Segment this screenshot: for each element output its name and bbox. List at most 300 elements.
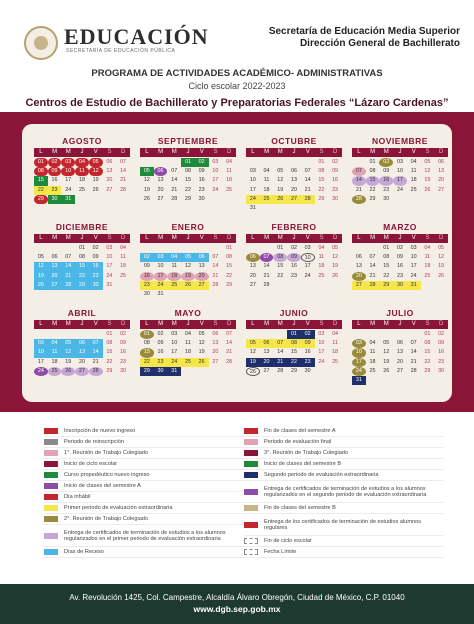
calendar-day: 23	[89, 272, 103, 281]
legend-label: Inicio de clases del semestre B	[264, 461, 342, 467]
legend-item	[44, 547, 244, 558]
calendar-day: 10	[301, 253, 315, 262]
weekday-header	[34, 148, 130, 157]
calendar-day: 28	[410, 367, 417, 374]
calendar-day: 17	[304, 263, 311, 270]
month-name: AGOSTO	[62, 136, 102, 146]
calendar-day: 15	[106, 349, 113, 356]
legend-swatch-icon	[244, 489, 258, 495]
calendar-day: 03	[212, 159, 219, 165]
calendar-day: 17	[154, 272, 168, 281]
calendar-day: 23	[140, 281, 154, 290]
calendar-day: 27	[212, 358, 219, 365]
calendar-day: 29	[106, 367, 113, 374]
calendar-day: 16	[304, 349, 311, 356]
calendar-day: 02	[120, 331, 127, 337]
calendar-day: 25	[167, 281, 181, 290]
calendar-day: 05	[37, 254, 44, 261]
calendar-day: 19	[424, 177, 431, 184]
calendar-day: 09	[438, 340, 445, 347]
weekday-label: M	[52, 149, 58, 155]
calendar-day: 10	[61, 167, 75, 176]
calendar-day: 03	[34, 339, 48, 348]
calendar-day: 16	[332, 177, 339, 184]
calendar-day: 21	[263, 272, 270, 279]
month-marzo	[352, 222, 448, 290]
calendar-day: 13	[198, 263, 205, 270]
calendar-day: 30	[89, 281, 103, 290]
calendar-day: 30	[154, 367, 168, 376]
calendar-day: 25	[78, 186, 85, 193]
calendar-day: 04	[263, 168, 270, 175]
calendar-day: 04	[332, 331, 339, 337]
calendar-day: 26	[332, 272, 339, 279]
calendar-day: 23	[396, 272, 403, 279]
calendar-day: 22	[184, 186, 191, 193]
calendar-day: 23	[198, 186, 205, 193]
calendar-day: 05	[140, 167, 154, 176]
weekday-label: D	[333, 149, 338, 155]
legend-label: 3°. Reunión de Trabajo Colegiado	[264, 450, 349, 456]
calendar-day: 10	[106, 254, 113, 261]
legend-swatch-icon	[44, 549, 58, 555]
weekday-label: J	[80, 149, 84, 155]
calendar-day: 08	[424, 340, 431, 347]
calendar-day: 16	[120, 349, 127, 356]
calendar-day: 09	[332, 168, 339, 175]
calendar-day: 25	[318, 272, 325, 279]
weekday-label: L	[145, 149, 149, 155]
calendar-day: 22	[383, 272, 390, 279]
calendar-day: 16	[379, 176, 393, 185]
calendar-day: 25	[369, 367, 376, 374]
calendar-day: 30	[143, 290, 150, 297]
weekday-label: J	[398, 321, 402, 327]
calendar-day: 17	[318, 349, 325, 356]
weekday-label: L	[39, 321, 43, 327]
calendar-day: 07	[120, 159, 127, 165]
weekday-label: M	[65, 235, 71, 241]
weekday-label: J	[80, 321, 84, 327]
calendar-day: 06	[290, 168, 297, 175]
calendar-day: 10	[249, 177, 256, 184]
calendar-day: 16	[396, 263, 403, 270]
weekday-header	[246, 148, 342, 157]
titles	[0, 68, 474, 109]
weekday-label: M	[383, 235, 389, 241]
weekday-label: S	[107, 149, 112, 155]
footer-address: Av. Revolución 1425, Col. Campestre, Alcaldía Álvaro Obregón, Ciudad de México, C.P. 01040	[69, 593, 405, 602]
empty-cell	[407, 330, 421, 339]
weekday-label: S	[319, 149, 324, 155]
calendar-day: 15	[318, 177, 325, 184]
calendar-day: 19	[198, 349, 205, 356]
legend-swatch-icon	[244, 450, 258, 456]
calendar-day: 03	[410, 245, 417, 251]
empty-cell	[246, 244, 260, 253]
calendar-day: 11	[185, 340, 191, 347]
calendar-day: 30	[304, 367, 311, 374]
calendar-day: 26	[383, 367, 390, 374]
empty-cell	[260, 330, 274, 339]
month-name: ENERO	[171, 222, 205, 232]
weekday-label: M	[171, 321, 177, 327]
weekday-header	[246, 234, 342, 243]
month-octubre	[246, 136, 342, 213]
calendar-day: 20	[290, 186, 297, 193]
calendar-day: 23	[438, 358, 445, 365]
calendar-day: 21	[61, 272, 75, 281]
calendar-day: 27	[263, 367, 270, 374]
empty-cell	[34, 330, 48, 339]
legend-label: Periodo de reinscripción	[64, 439, 125, 445]
legend-item	[244, 470, 444, 481]
logo-subtitle: SECRETARÍA DE EDUCACIÓN PÚBLICA	[66, 48, 176, 54]
weekday-label: L	[145, 321, 149, 327]
calendar-day: 19	[65, 358, 72, 365]
day-grid	[140, 244, 236, 299]
calendar-day: 21	[410, 358, 417, 365]
weekday-label: D	[333, 235, 338, 241]
calendar-day: 17	[212, 177, 219, 184]
calendar-day: 22	[318, 186, 325, 193]
calendar-day: 28	[212, 281, 219, 288]
calendar-day: 08	[273, 253, 287, 262]
month-name: NOVIEMBRE	[372, 136, 428, 146]
empty-cell	[246, 330, 260, 339]
legend-swatch-icon	[244, 428, 258, 434]
calendar-day: 09	[301, 339, 315, 348]
empty-cell	[301, 158, 315, 167]
calendar-day: 27	[195, 281, 209, 290]
footer-website[interactable]: www.dgb.sep.gob.mx	[193, 604, 281, 614]
calendar-day: 14	[369, 263, 376, 270]
calendar-day: 18	[167, 272, 181, 281]
weekday-header	[140, 234, 236, 243]
legend-item	[244, 459, 444, 470]
empty-cell	[61, 244, 75, 253]
calendar-day: 11	[410, 168, 417, 175]
month-enero	[140, 222, 236, 299]
calendar-day: 24	[167, 358, 181, 367]
legend-label: Fin de ciclo escolar	[264, 538, 312, 544]
calendar-day: 12	[34, 262, 48, 271]
calendar-day: 29	[318, 195, 325, 202]
calendar-day: 15	[34, 176, 48, 185]
calendar-day: 22	[277, 272, 284, 279]
calendar-day: 23	[301, 358, 315, 367]
legend-swatch-icon	[244, 472, 258, 478]
day-grid	[140, 158, 236, 204]
calendar-day: 28	[226, 358, 233, 365]
weekday-label: M	[158, 149, 164, 155]
weekday-label: J	[186, 149, 190, 155]
calendar-day: 14	[61, 262, 75, 271]
weekday-label: J	[292, 149, 296, 155]
calendar-day: 22	[106, 358, 113, 365]
weekday-label: M	[158, 321, 164, 327]
calendar-day: 04	[226, 159, 233, 165]
weekday-label: L	[251, 149, 255, 155]
legend-item	[44, 503, 244, 514]
month-julio	[352, 308, 448, 385]
calendar-day: 16	[140, 272, 154, 281]
calendar-day: 28	[277, 367, 284, 374]
weekday-label: L	[145, 235, 149, 241]
empty-cell	[181, 244, 195, 253]
legend-label: Entrega de certificados de terminación de estudios a los alumnos regularizados en el segundo periodo de evaluación extraordinaria	[264, 485, 427, 498]
calendar-day: 14	[263, 263, 270, 270]
calendar-day: 15	[290, 349, 297, 356]
calendar-day: 09	[143, 263, 150, 270]
calendar-day: 16	[89, 262, 103, 271]
calendar-day: 18	[120, 263, 127, 270]
calendar-day: 04	[369, 340, 376, 347]
calendar-day: 31	[249, 204, 256, 211]
calendar-day: 28	[120, 186, 127, 193]
calendar-day: 25	[260, 195, 274, 204]
calendar-day: 21	[171, 186, 178, 193]
calendar-day: 17	[106, 263, 113, 270]
calendar-day: 24	[396, 186, 403, 193]
calendar-day: 25	[181, 358, 195, 367]
calendar-day: 29	[424, 367, 431, 374]
weekday-label: M	[171, 235, 177, 241]
calendar-day: 13	[157, 177, 164, 184]
calendar-day: 19	[246, 358, 260, 367]
legend-swatch-icon	[44, 450, 58, 456]
weekday-label: V	[411, 321, 416, 327]
weekday-label: M	[171, 149, 177, 155]
weekday-label: V	[411, 149, 416, 155]
calendar-day: 13	[212, 340, 219, 347]
calendar-day: 05	[383, 340, 390, 347]
calendar-day: 17	[65, 177, 72, 184]
calendar-day: 08	[184, 168, 191, 175]
calendar-day: 07	[410, 340, 417, 347]
calendar-day: 04	[120, 245, 127, 251]
calendar-day: 22	[424, 358, 431, 365]
legend-swatch-icon	[244, 522, 258, 528]
calendar-day: 07	[352, 167, 366, 176]
calendar-day: 07	[226, 331, 233, 337]
empty-cell	[260, 158, 274, 167]
calendar-day: 08	[369, 168, 376, 175]
weekday-label: S	[213, 149, 218, 155]
empty-cell	[352, 330, 366, 339]
calendar-day: 28	[366, 281, 380, 290]
calendar-day: 24	[34, 367, 48, 376]
calendar-day: 13	[48, 262, 62, 271]
calendar-day: 06	[154, 167, 168, 176]
calendar-day: 24	[410, 272, 417, 279]
calendar-day: 02	[438, 331, 445, 337]
calendar-day: 24	[318, 358, 325, 365]
weekday-label: S	[213, 235, 218, 241]
weekday-label: J	[398, 235, 402, 241]
calendar-day: 17	[249, 186, 256, 193]
legend-swatch-icon	[44, 461, 58, 467]
legend-item	[244, 503, 444, 514]
legend-swatch-icon	[44, 472, 58, 478]
empty-cell	[273, 330, 287, 339]
calendar-day: 07	[212, 254, 219, 261]
calendar-day: 29	[290, 367, 297, 374]
calendar-day: 28	[171, 195, 178, 202]
month-name: DICIEMBRE	[55, 222, 109, 232]
weekday-header	[34, 234, 130, 243]
calendar-day: 24	[304, 272, 311, 279]
calendar-day: 06	[106, 159, 113, 165]
calendar-day: 09	[396, 254, 403, 261]
weekday-label: M	[52, 321, 58, 327]
weekday-label: V	[199, 321, 204, 327]
calendar-day: 07	[304, 168, 311, 175]
calendar-day: 01	[181, 158, 195, 167]
calendar-day: 01	[34, 158, 48, 167]
legend-left-column	[44, 426, 244, 558]
calendar-day: 24	[154, 281, 168, 290]
calendar-day: 18	[332, 349, 339, 356]
calendar-day: 13	[249, 263, 256, 270]
empty-cell	[273, 158, 287, 167]
calendar-day: 02	[332, 159, 339, 165]
calendar-day: 31	[106, 281, 113, 288]
calendar-day: 08	[143, 340, 150, 347]
calendar-day: 24	[212, 186, 219, 193]
calendar-day: 06	[51, 254, 58, 261]
calendar-day: 10	[34, 348, 48, 357]
calendar-day: 03	[171, 331, 178, 337]
calendar-day: 03	[249, 168, 256, 175]
calendar-day: 03	[304, 245, 311, 251]
weekday-label: S	[107, 321, 112, 327]
legend-label: Fecha Límite	[264, 549, 297, 555]
month-name: MARZO	[383, 222, 417, 232]
empty-cell	[154, 158, 168, 167]
weekday-label: S	[319, 321, 324, 327]
calendar-day: 17	[352, 358, 366, 367]
calendar-day: 09	[92, 254, 99, 261]
calendar-day: 02	[396, 245, 403, 251]
calendar-day: 02	[301, 330, 315, 339]
calendar-day: 16	[157, 349, 164, 356]
legend-label: Día inhábil	[64, 494, 91, 500]
legend-label: Periodo de evaluación final	[264, 439, 332, 445]
calendar-day: 21	[92, 358, 99, 365]
month-name: OCTUBRE	[271, 136, 317, 146]
calendar-day: 30	[120, 367, 127, 374]
weekday-label: M	[264, 321, 270, 327]
weekday-header	[140, 148, 236, 157]
calendar-day: 17	[410, 263, 417, 270]
calendar-day: 21	[120, 177, 127, 184]
calendar-day: 07	[89, 339, 103, 348]
calendar-day: 14	[171, 177, 178, 184]
calendar-day: 25	[48, 367, 62, 376]
weekday-label: M	[370, 149, 376, 155]
legend-item	[44, 514, 244, 525]
weekday-label: D	[439, 149, 444, 155]
weekday-label: V	[305, 235, 310, 241]
calendar-day: 21	[212, 272, 219, 279]
weekday-label: L	[357, 321, 361, 327]
weekday-label: D	[121, 235, 126, 241]
weekday-label: S	[425, 149, 430, 155]
calendar-day: 29	[140, 367, 154, 376]
legend	[0, 418, 474, 580]
header	[0, 0, 474, 60]
calendar-day: 10	[410, 254, 417, 261]
program-title: PROGRAMA DE ACTIVIDADES ACADÉMICO- ADMINISTRATIVAS	[91, 68, 383, 79]
calendar-day: 07	[171, 168, 178, 175]
calendar-day: 27	[75, 367, 89, 376]
calendar-day: 09	[287, 253, 301, 262]
calendar-day: 05	[198, 331, 205, 337]
calendar-day: 14	[352, 176, 366, 185]
calendar-day: 27	[396, 367, 403, 374]
calendar-day: 03	[396, 159, 403, 165]
calendar-day: 20	[78, 358, 85, 365]
calendar-day: 05	[89, 158, 103, 167]
month-septiembre	[140, 136, 236, 204]
calendar-day: 01	[106, 331, 113, 337]
calendar-day: 03	[106, 245, 113, 251]
empty-cell	[366, 244, 380, 253]
calendar-day: 25	[226, 186, 233, 193]
weekday-label: S	[425, 321, 430, 327]
calendar-day: 16	[438, 349, 445, 356]
calendar-day: 05	[332, 245, 339, 251]
calendar-day: 16	[290, 263, 297, 270]
calendar-day: 01	[140, 330, 154, 339]
weekday-label: D	[439, 321, 444, 327]
weekday-label: D	[333, 321, 338, 327]
calendar-day: 01	[424, 331, 431, 337]
calendar-day: 22	[226, 272, 233, 279]
weekday-label: M	[264, 149, 270, 155]
month-name: ABRIL	[67, 308, 97, 318]
calendar-day: 19	[92, 177, 99, 184]
legend-right-column	[244, 426, 444, 558]
org-line-1: Secretaría de Educación Media Superior	[268, 26, 460, 37]
calendar-day: 10	[171, 340, 178, 347]
calendar-day: 11	[332, 340, 338, 347]
day-grid	[34, 158, 130, 204]
calendar-day: 30	[438, 367, 445, 374]
calendar-day: 12	[184, 263, 191, 270]
weekday-label: V	[93, 149, 98, 155]
weekday-label: M	[383, 321, 389, 327]
calendar-day: 12	[249, 349, 256, 356]
weekday-label: M	[370, 321, 376, 327]
calendar-day: 07	[65, 254, 72, 261]
legend-swatch-icon	[44, 505, 58, 511]
legend-label: Segundo periodo de evaluación extraordinaria	[264, 472, 379, 478]
calendar-day: 03	[154, 253, 168, 262]
calendar-day: 26	[246, 367, 260, 376]
cycle-title: Ciclo escolar 2022-2023	[188, 81, 286, 91]
day-grid	[352, 244, 448, 290]
calendar-day: 20	[157, 186, 164, 193]
empty-cell	[379, 330, 393, 339]
calendar-day: 18	[51, 358, 58, 365]
calendar-day: 12	[61, 348, 75, 357]
legend-label: Fin de clases del semestre A	[264, 428, 336, 434]
calendar-day: 04	[184, 331, 191, 337]
calendar-day: 05	[246, 339, 260, 348]
calendar-day: 01	[287, 330, 301, 339]
